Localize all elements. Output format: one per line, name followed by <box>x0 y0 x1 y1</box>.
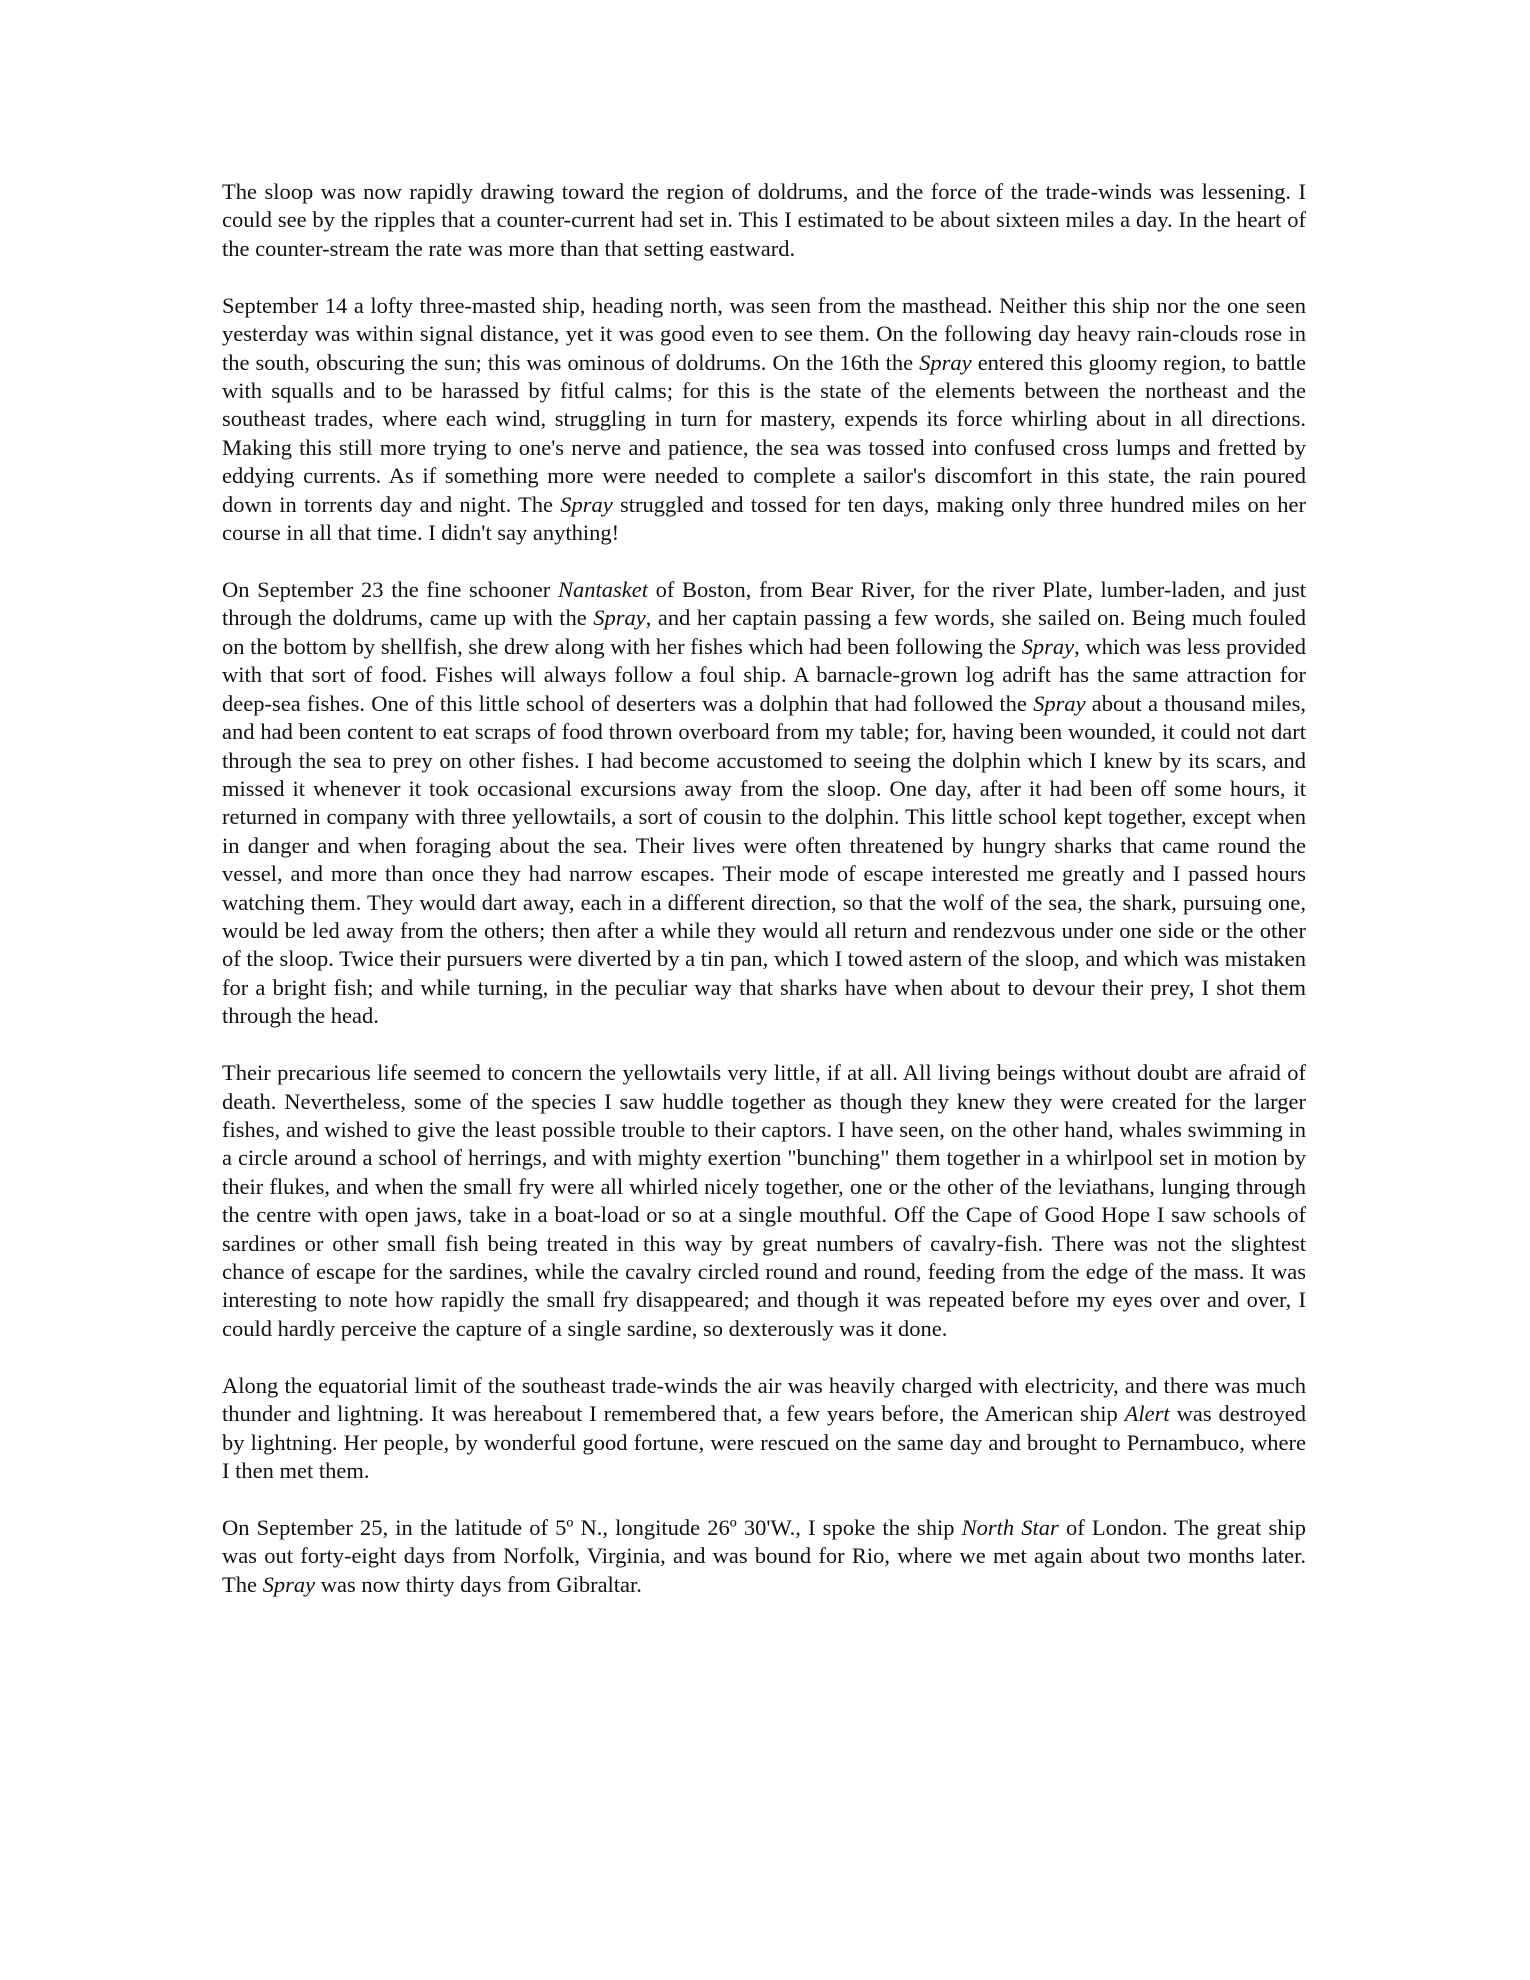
italic-run: Spray <box>262 1571 316 1597</box>
text-run: Their precarious life seemed to concern the yellowtails very little, if at all. All living beings without doubt are afraid of death. Nevertheless, some of the species I saw huddle together as though they knew they were created for the larger fishes, and wished to give the least possible trouble to their captors. I have seen, on the other hand, whales swimming in a circle around a school of herrings, and with mighty exertion "bunching" them together in a whirlpool set in motion by their flukes, and when the small fry were all whirled nicely together, one or the other of the leviathans, lunging through the centre with open jaws, take in a boat-load or so at a single mouthful. Off the Cape of Good Hope I saw schools of sardines or other small fish being treated in this way by great numbers of cavalry-fish. There was not the slightest chance of escape for the sardines, while the cavalry circled round and round, feeding from the edge of the mass. It was interesting to note how rapidly the small fry disappeared; and though it was repeated before my eyes over and over, I could hardly perceive the capture of a single sardine, so dexterously was it done. <box>222 1060 1306 1341</box>
paragraph <box>222 1059 1306 1343</box>
text-run: was now thirty days from Gibraltar. <box>315 1571 642 1597</box>
paragraph <box>222 1372 1306 1486</box>
italic-run: Spray <box>1021 633 1075 659</box>
text-run: entered this gloomy region, to battle with squalls and to be harassed by fitful calms; for this is the state of the elements between the northeast and the southeast trades, where each wind, struggling in turn for mastery, expends its force whirling about in all directions. Making this still more trying to one's nerve and patience, the sea was tossed into confused cross lumps and fretted by eddying currents. As if something more were needed to complete a sailor's discomfort in this state, the rain poured down in torrents day and night. The <box>222 349 1306 517</box>
text-run: September 14 a lofty three-masted ship, heading north, was seen from the masthead. Neither this ship nor the one seen yesterday was within signal distance, yet it was good even to see them. On the following day heavy rain-clouds rose in the south, obscuring the sun; this was ominous of doldrums. On the 16th the <box>222 292 1306 375</box>
italic-run: North Star <box>961 1515 1059 1541</box>
text-run: The sloop was now rapidly drawing toward the region of doldrums, and the force of the trade-winds was lessening. I could see by the ripples that a counter-current had set in. This I estimated to be about sixteen miles a day. In the heart of the counter-stream the rate was more than that setting eastward. <box>222 179 1306 261</box>
paragraph <box>222 178 1306 263</box>
text-run: struggled and tossed for ten days, making only three hundred miles on her course in all that time. I didn't say anything! <box>222 491 1307 546</box>
italic-run: Nantasket <box>557 577 648 603</box>
italic-run: Spray <box>593 605 646 631</box>
text-run: On September 25, in the latitude of 5º N., longitude 26º 30'W., I spoke the ship <box>222 1515 962 1541</box>
text-run: Along the equatorial limit of the southeast trade-winds the air was heavily charged with electricity, and there was much thunder and lightning. It was hereabout I remembered that, a few years before, the American ship <box>222 1372 1306 1427</box>
text-run: , and her captain passing a few words, she sailed on. Being much fouled on the bottom by shellfish, she drew along with her fishes which had been following the <box>222 605 1307 659</box>
italic-run: Spray <box>560 491 613 517</box>
text-run: , which was less provided with that sort of food. Fishes will always follow a foul ship. A barnacle-grown log adrift has the same attraction for deep-sea fishes. One of this little school of deserters was a dolphin that had followed the <box>222 633 1306 716</box>
italic-run: Spray <box>919 349 972 375</box>
text-run: of Boston, from Bear River, for the river Plate, lumber-laden, and just through the doldrums, came up with the <box>222 577 1306 631</box>
paragraph <box>222 576 1306 1031</box>
paragraph <box>222 1514 1306 1599</box>
paragraph <box>222 292 1306 548</box>
text-run: On September 23 the fine schooner <box>222 577 558 603</box>
italic-run: Spray <box>1033 690 1086 716</box>
text-run: was destroyed by lightning. Her people, by wonderful good fortune, were rescued on the same day and brought to Pernambuco, where I then met them. <box>222 1401 1306 1484</box>
italic-run: Alert <box>1124 1401 1170 1427</box>
text-run: of London. The great ship was out forty-eight days from Norfolk, Virginia, and was bound for Rio, where we met again about two months later. The <box>222 1515 1306 1597</box>
document-page <box>222 178 1306 1628</box>
text-run: about a thousand miles, and had been content to eat scraps of food thrown overboard from my table; for, having been wounded, it could not dart through the sea to prey on other fishes. I had become accustomed to seeing the dolphin which I knew by its scars, and missed it whenever it took occasional excursions away from the sloop. One day, after it had been off some hours, it returned in company with three yellowtails, a sort of cousin to the dolphin. This little school kept together, except when in danger and when foraging about the sea. Their lives were often threatened by hungry sharks that came round the vessel, and more than once they had narrow escapes. Their mode of escape interested me greatly and I passed hours watching them. They would dart away, each in a different direction, so that the wolf of the sea, the shark, pursuing one, would be led away from the others; then after a while they would all return and rendezvous under one side or the other of the sloop. Twice their pursuers were diverted by a tin pan, which I towed astern of the sloop, and which was mistaken for a bright fish; and while turning, in the peculiar way that sharks have when about to devour their prey, I shot them through the head. <box>222 690 1306 1029</box>
